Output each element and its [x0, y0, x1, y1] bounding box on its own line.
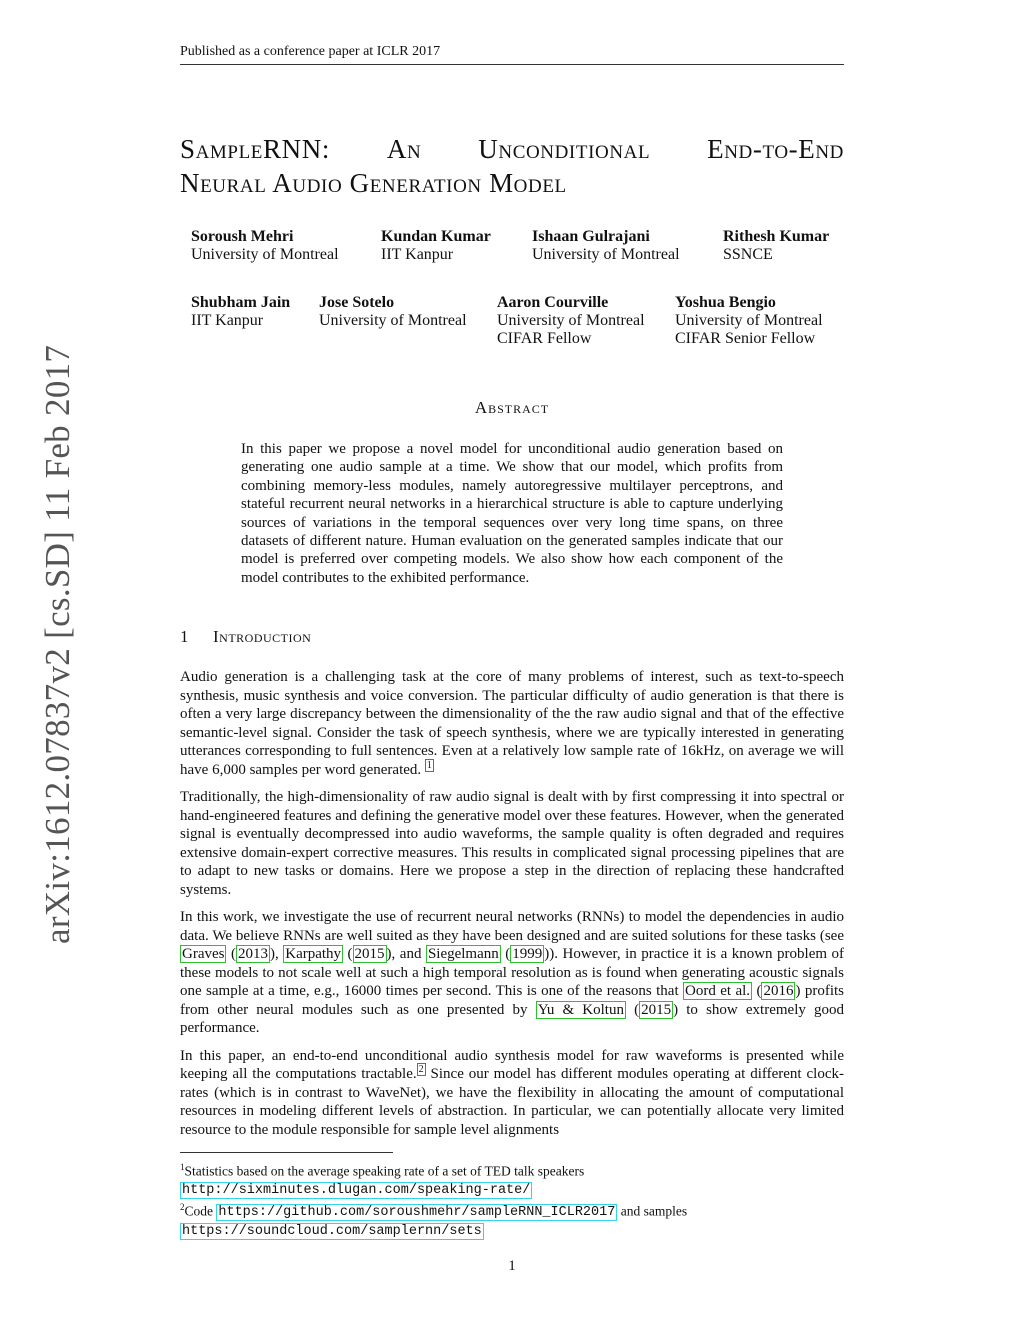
- footnote-text: Statistics based on the average speaking rate of a set of TED talk speakers: [184, 1163, 585, 1179]
- footnote-link[interactable]: 1: [426, 759, 432, 771]
- author-name: Shubham Jain: [191, 294, 291, 311]
- author-name: Jose Sotelo: [319, 294, 395, 311]
- url-link[interactable]: http://sixminutes.dlugan.com/speaking-rate/: [182, 1182, 531, 1198]
- running-header: Published as a conference paper at ICLR 2017: [180, 44, 844, 65]
- author-name: Ishaan Gulrajani: [532, 228, 650, 245]
- author-name: Soroush Mehri: [191, 228, 294, 245]
- section-number: 1: [180, 627, 189, 646]
- author: [675, 294, 823, 348]
- footnote: [180, 1199, 844, 1241]
- author: [497, 294, 645, 348]
- author-name: Kundan Kumar: [381, 228, 491, 245]
- citation-link[interactable]: 2013: [237, 946, 268, 962]
- footnote-rule: [180, 1152, 393, 1153]
- title-word: SampleRNN:: [180, 134, 330, 164]
- body-text: [180, 668, 844, 1148]
- author: [191, 294, 290, 330]
- author-affiliation-secondary: CIFAR Senior Fellow: [675, 330, 816, 347]
- author-affiliation: University of Montreal: [497, 312, 645, 329]
- footnote-link[interactable]: 2: [418, 1064, 424, 1075]
- paragraph-text: Audio generation is a challenging task at the core of many problems of interest, such as text-to-speech synthesis, music synthesis and voice conversion. The particular difficulty of audio generation is that there is often a very large discrepancy between the dimensionality of the the raw audio signal and that of the effective semantic-level signal. Consider the task of speech synthesis, where we are typically interested in generating utterances corresponding to full sentences. Even at a relatively low sample rate of 16kHz, on average we will have 6,000 samples per word generated.: [180, 669, 844, 778]
- author-affiliation: IIT Kanpur: [381, 246, 454, 263]
- section-heading: [180, 627, 311, 647]
- citation-link[interactable]: 2015: [354, 946, 385, 962]
- paragraph: In this work, we investigate the use of recurrent neural networks (RNNs) to model the dependencies in audio data. We believe RNNs are well suited as they have been designed and are suited solutions for these tasks (see Graves ( 2013 ), Karpathy ( 2015 ), and Siegelmann ( 1999 )). However, in practice it is a known problem of these models to not scale well at such a high temporal resolution as is found when generating acoustic signals one sample at a time, e.g., 16000 times per second. This is one of the reasons that Oord et al. ( 2016 ) profits from other neural modules such as one presented by Yu & Koltun ( 2015 ) to show extremely good performance.: [180, 909, 845, 1036]
- author-affiliation: University of Montreal: [532, 246, 680, 263]
- url-link[interactable]: https://soundcloud.com/samplernn/sets: [182, 1224, 482, 1239]
- author-affiliation: University of Montreal: [191, 246, 339, 263]
- paragraph: [180, 668, 844, 779]
- author-name: Rithesh Kumar: [723, 228, 830, 245]
- abstract-text: In this paper we propose a novel model for unconditional audio generation based on generating one audio sample at a time. We show that our model, which profits from combining memory-less modules, namely autoregressive multilayer perceptrons, and stateful recurrent neural networks in a hierarchical structure is able to capture underlying sources of variations in the temporal sequences over very long time spans, on three datasets of different nature. Human evaluation on the generated samples indicate that our model is preferred over competing models. We also show how each component of the model contributes to the exhibited performance.: [241, 441, 783, 586]
- page-number: 1: [508, 1258, 516, 1274]
- paragraph-text: to show extremely good performance.: [180, 1001, 844, 1036]
- paragraph: Traditionally, the high-dimensionality of raw audio signal is dealt with by first compressing it into spectral or hand-engineered features and defining the generative model over these features. However, when the generated signal is eventually decompressed into audio waveforms, the sample quality is often degraded and requires extensive domain-expert corrective measures. This results in complicated signal processing pipelines that are to adapt to new tasks or domains. Here we propose a step in the direction of replacing these handcrafted systems.: [180, 789, 844, 898]
- url-link[interactable]: https://github.com/soroushmehr/sampleRNN_ICLR2017: [218, 1205, 616, 1220]
- author: [381, 228, 491, 264]
- section-title: Introduction: [213, 627, 312, 646]
- author-name: Aaron Courville: [497, 294, 609, 311]
- citation-link[interactable]: Graves: [182, 946, 225, 962]
- footnote-text: and samples: [617, 1203, 688, 1218]
- title-word: End-to-End: [707, 134, 844, 164]
- arxiv-identifier: arXiv:1612.07837v2 [cs.SD] 11 Feb 2017: [38, 344, 77, 944]
- abstract-heading: Abstract: [474, 398, 550, 417]
- paragraph-text: In this paper, an end-to-end unconditional audio synthesis model for raw waveforms is presented while keeping all the computations tractable.: [180, 1047, 844, 1082]
- footnote-text: Code: [184, 1203, 217, 1218]
- author: [191, 228, 339, 264]
- citation-link[interactable]: Siegelmann: [427, 946, 499, 962]
- author-affiliation-secondary: CIFAR Fellow: [497, 330, 592, 347]
- footnote: [180, 1159, 844, 1199]
- paragraph-text: Since our model has different modules operating at different clock-rates (which is in contrast to WaveNet), we have the flexibility in allocating the amount of computational resources in modeling different levels of abstraction. In particular, we can potentially allocate very limited resource to the module responsible for sample level alignments: [180, 1066, 844, 1138]
- citation-link[interactable]: 1999: [512, 946, 543, 962]
- footnote-mark: 1: [180, 1162, 185, 1172]
- title-word: An: [386, 134, 422, 164]
- citation-link[interactable]: 2015: [641, 1001, 672, 1018]
- author: [723, 228, 829, 264]
- paragraph: [180, 1047, 844, 1140]
- paragraph-text: . However, in practice it is a known problem of these models to not scale well at such a high temporal resolution as is found when generating acoustic signals one sample at a time, e.g., 16000 times per second. This is one of the reasons that: [180, 946, 845, 999]
- footnotes: [180, 1152, 844, 1240]
- author-affiliation: University of Montreal: [319, 312, 467, 329]
- paragraph-text: In this work, we investigate the use of recurrent neural networks (RNNs) to model the dependencies in audio data. We believe RNNs are well suited as they have been designed and are suited solutions for these tasks (see: [180, 909, 844, 944]
- footnote-mark: 2: [180, 1201, 185, 1212]
- author: [319, 294, 467, 330]
- citation-link[interactable]: Karpathy: [285, 946, 342, 962]
- paragraph-text: profits from other neural modules such as one presented by: [180, 983, 844, 1018]
- citation-link[interactable]: 2016: [763, 983, 794, 999]
- title-word: Unconditional: [478, 134, 651, 164]
- author-affiliation: SSNCE: [723, 246, 773, 263]
- author-affiliation: IIT Kanpur: [191, 312, 264, 329]
- paper-title: [180, 132, 844, 200]
- author-name: Yoshua Bengio: [675, 294, 776, 311]
- author-affiliation: University of Montreal: [675, 312, 823, 329]
- author: [532, 228, 680, 264]
- citation-link[interactable]: Yu & Koltun: [537, 1001, 624, 1018]
- citation-link[interactable]: Oord et al.: [685, 983, 751, 999]
- title-line-2: Neural Audio Generation Model: [180, 168, 567, 198]
